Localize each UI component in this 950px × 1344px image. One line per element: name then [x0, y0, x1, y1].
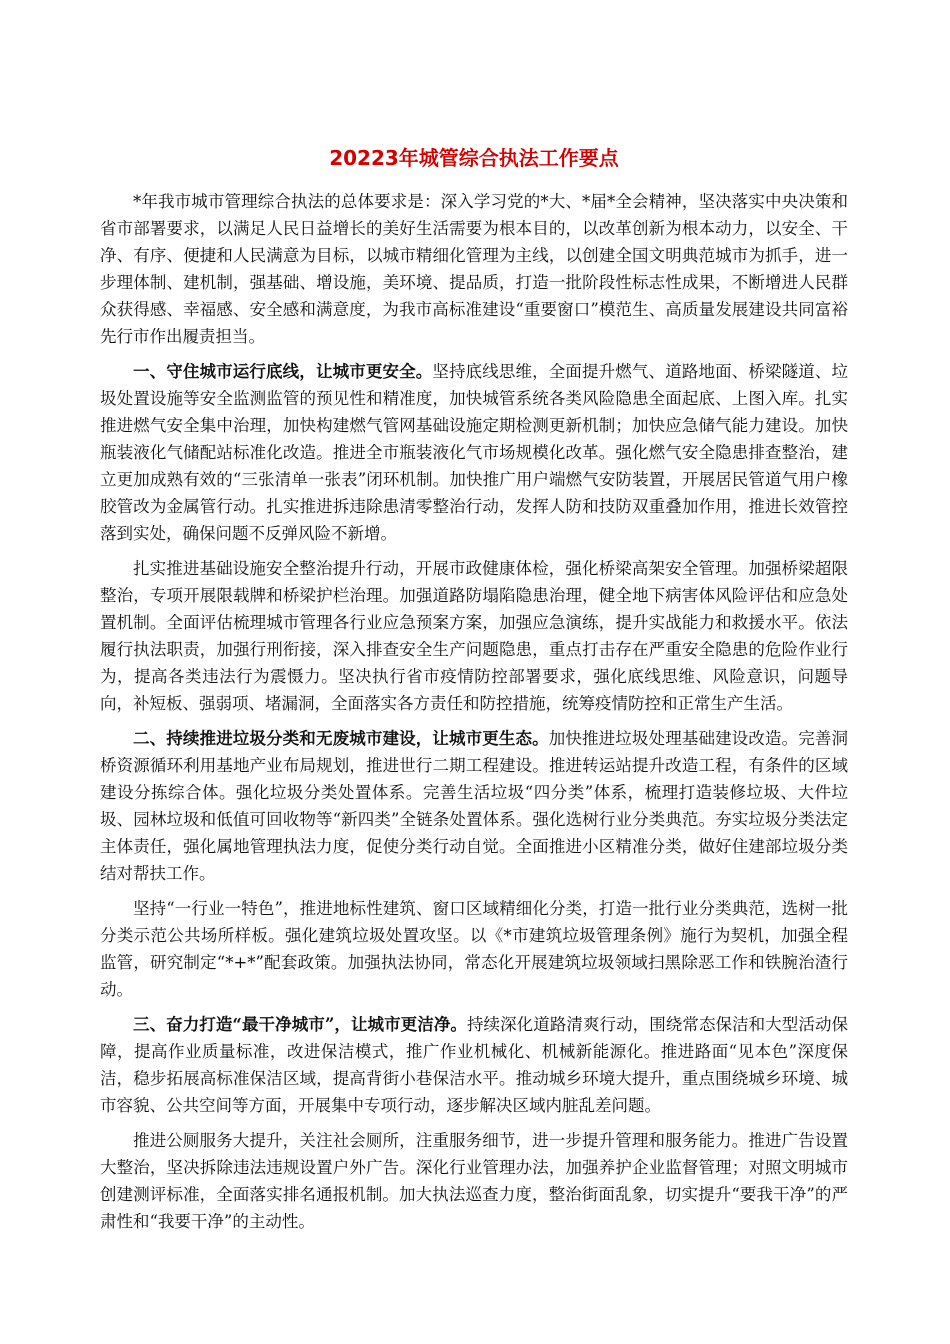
paragraph-text: 持续深化道路清爽行动，围绕常态保洁和大型活动保障，提高作业质量标准，改进保洁模式，推广作业机械化、机械新能源化。推进路面“见本色”深度保洁，稳步拓展高标准保洁区域，提高背街小巷保洁水平。推动城乡环境大提升，重点围绕城乡环境、城市容貌、公共空间等方面，开展集中专项行动，逐步解决区域内脏乱差问题。: [100, 1015, 849, 1115]
paragraph-intro: [100, 188, 848, 350]
paragraph-text: 坚持“一行业一特色”，推进地标性建筑、窗口区域精细化分类，打造一批行业分类典范，选树一批分类示范公共场所样板。强化建筑垃圾处置攻坚。以《*市建筑垃圾管理条例》施行为契机，加强全程监管，研究制定“*+*”配套政策。加强执法协同，常态化开展建筑垃圾领域扫黑除恶工作和铁腕治渣行动。: [100, 899, 848, 999]
paragraph-text: 扎实推进基础设施安全整治提升行动，开展市政健康体检，强化桥梁高架安全管理。加强桥梁超限整治，专项开展限载牌和桥梁护栏治理。加强道路防塌陷隐患治理，健全地下病害体风险评估和应急处置机制。全面评估梳理城市管理各行业应急预案方案，加强应急演练，提升实战能力和救援水平。依法履行执法职责，加强行刑衔接，深入排查安全生产问题隐患，重点打击存在严重安全隐患的危险作业行为，提高各类违法行为震慑力。坚决执行省市疫情防控部署要求，强化底线思维、风险意识，问题导向，补短板、强弱项、堵漏洞，全面落实各方责任和防控措施，统筹疫情防控和正常生产生活。: [100, 559, 848, 713]
document-page: [100, 138, 848, 1243]
section-heading: 一、守住城市运行底线，让城市更安全。: [133, 362, 433, 381]
paragraph-text: 坚持底线思维，全面提升燃气、道路地面、桥梁隧道、垃圾处置设施等安全监测监管的预见性和精准度，加快城管系统各类风险隐患全面起底、上图入库。扎实推进燃气安全集中治理，加快构建燃气管网基础设施定期检测更新机制；加快应急储气能力建设。加快瓶装液化气储配站标准化改造。推进全市瓶装液化气市场规模化改革。强化燃气安全隐患排查整治，建立更加成熟有效的“三张清单一张表”闭环机制。加快推广用户端燃气安防装置，开展居民管道气用户橡胶管改为金属管行动。扎实推进拆违除患清零整治行动，发挥人防和技防双重叠加作用，推进长效管控落到实处，确保问题不反弹风险不新增。: [100, 362, 849, 543]
paragraph-section-3-cont: [100, 1127, 848, 1235]
paragraph-text: 加快推进垃圾处理基础建设改造。完善洞桥资源循环利用基地产业布局规划，推进世行二期工程建设。推进转运站提升改造工程，有条件的区域建设分拣综合体。强化垃圾分类处置体系。完善生活垃圾“四分类”体系，梳理打造装修垃圾、大件垃圾、园林垃圾和低值可回收物等“新四类”全链条处置体系。强化选树行业分类典范。夯实垃圾分类法定主体责任，强化属地管理执法力度，促使分类行动自觉。全面推进小区精准分类，做好住建部垃圾分类结对帮扶工作。: [100, 729, 849, 883]
section-heading: 二、持续推进垃圾分类和无废城市建设，让城市更生态。: [133, 729, 549, 748]
paragraph-text: 推进公厕服务大提升，关注社会厕所，注重服务细节，进一步提升管理和服务能力。推进广告设置大整治，坚决拆除违法违规设置户外广告。深化行业管理办法，加强养护企业监督管理；对照文明城市创建测评标准，全面落实排名通报机制。加大执法巡查力度，整治街面乱象，切实提升“要我干净”的严肃性和“我要干净”的主动性。: [100, 1131, 848, 1231]
document-title: 20223年城管综合执法工作要点: [329, 146, 619, 170]
paragraph-section-1: [100, 358, 848, 547]
paragraph-section-1-cont: [100, 555, 848, 717]
section-heading: 三、奋力打造“最干净城市”，让城市更洁净。: [133, 1015, 467, 1034]
paragraph-section-2-cont: [100, 895, 848, 1003]
paragraph-section-3: [100, 1011, 848, 1119]
paragraph-section-2: [100, 725, 848, 887]
paragraph-text: *年我市城市管理综合执法的总体要求是：深入学习党的*大、*届*全会精神，坚决落实中央决策和省市部署要求，以满足人民日益增长的美好生活需要为根本目的，以改革创新为根本动力，以安全、干净、有序、便捷和人民满意为目标，以城市精细化管理为主线，以创建全国文明典范城市为抓手，进一步理体制、建机制，强基础、增设施，美环境、提品质，打造一批阶段性标志性成果，不断增进人民群众获得感、幸福感、安全感和满意度，为我市高标准建设“重要窗口”模范生、高质量发展建设共同富裕先行市作出履责担当。: [100, 192, 848, 346]
